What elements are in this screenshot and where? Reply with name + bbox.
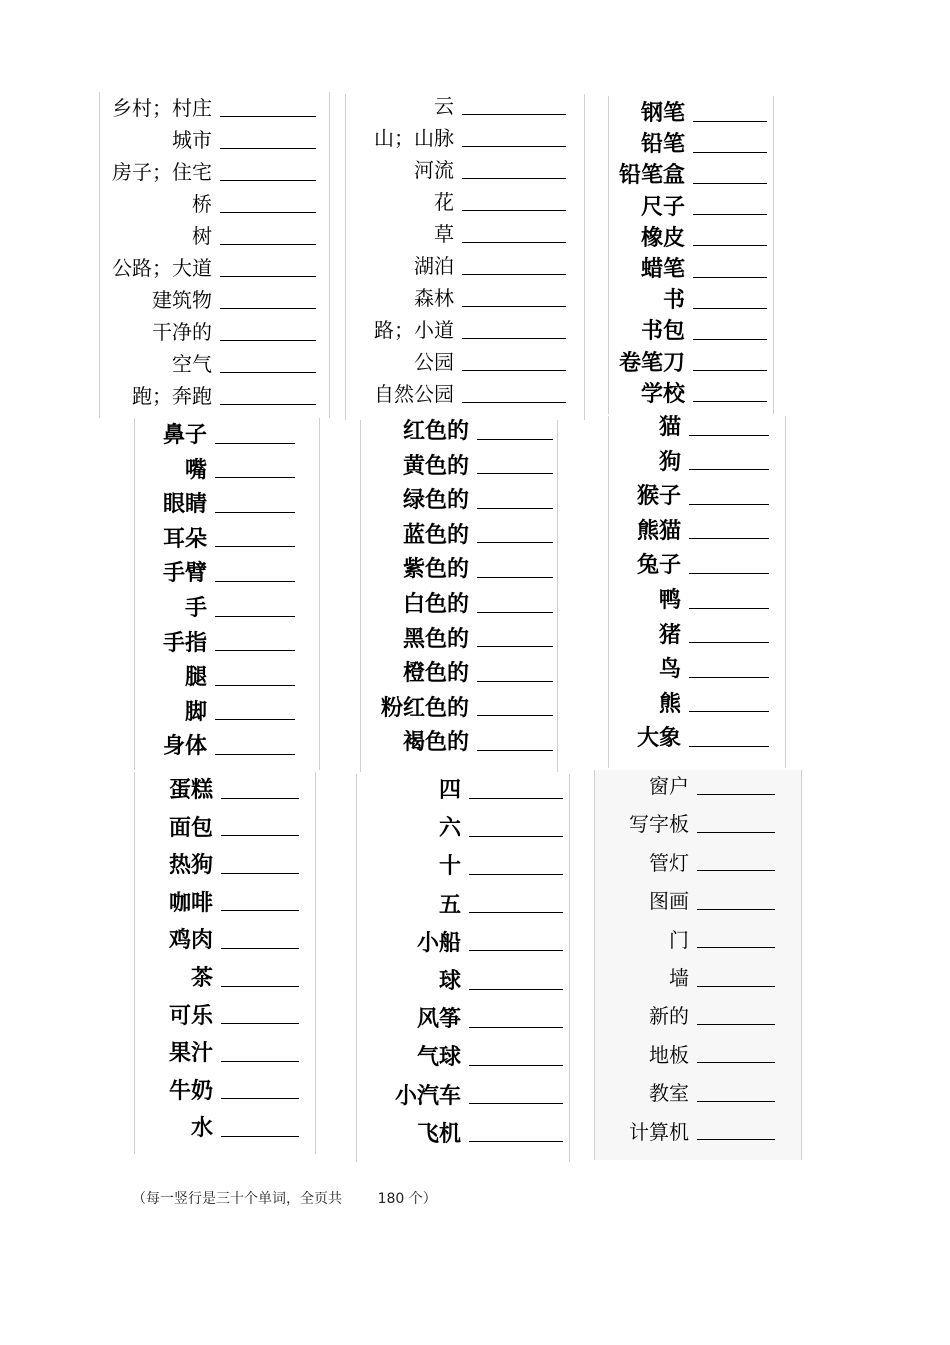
word-label: 蛋糕 <box>168 777 213 803</box>
word-row <box>595 886 801 916</box>
answer-blank[interactable] <box>697 931 775 948</box>
word-row <box>609 412 785 442</box>
word-row <box>609 316 773 346</box>
answer-blank[interactable] <box>697 1085 775 1102</box>
word-row <box>609 550 785 580</box>
word-row <box>609 98 773 128</box>
word-row <box>135 628 319 658</box>
word-label: 兔子 <box>636 552 681 579</box>
answer-blank[interactable] <box>220 100 316 117</box>
answer-blank[interactable] <box>693 198 767 215</box>
word-row <box>100 317 329 347</box>
answer-blank[interactable] <box>462 98 566 115</box>
word-label: 河流 <box>414 158 454 182</box>
answer-blank[interactable] <box>221 894 299 911</box>
word-label: 云 <box>434 94 454 118</box>
word-label: 新的 <box>649 1004 689 1029</box>
answer-blank[interactable] <box>477 699 553 716</box>
word-label: 手臂 <box>162 560 207 587</box>
word-row <box>135 731 319 761</box>
word-label: 鼻子 <box>162 422 207 448</box>
answer-blank[interactable] <box>220 196 316 213</box>
word-label: 咖啡 <box>168 889 213 916</box>
word-label: 手 <box>184 595 207 621</box>
word-row <box>346 283 584 313</box>
word-row <box>346 379 584 409</box>
word-row <box>595 809 801 839</box>
word-label: 耳朵 <box>162 525 207 552</box>
word-row <box>361 554 557 584</box>
word-row <box>595 1001 801 1031</box>
word-label: 十 <box>438 853 461 880</box>
answer-blank[interactable] <box>215 600 295 617</box>
word-row <box>135 850 315 880</box>
word-label: 书 <box>662 287 685 314</box>
word-label: 蓝色的 <box>402 521 469 548</box>
word-label: 蜡笔 <box>640 256 685 282</box>
word-row <box>361 485 557 515</box>
word-label: 建筑物 <box>152 288 212 312</box>
answer-blank[interactable] <box>215 461 295 478</box>
word-label: 猴子 <box>636 483 681 510</box>
word-label: 飞机 <box>416 1120 461 1147</box>
answer-blank[interactable] <box>215 669 295 686</box>
word-row <box>135 489 319 519</box>
answer-blank[interactable] <box>215 496 295 513</box>
word-label: 窗户 <box>649 774 689 798</box>
word-label: 干净的 <box>152 320 212 344</box>
word-panel <box>594 770 802 1160</box>
word-label: 写字板 <box>629 812 689 837</box>
word-label: 地板 <box>649 1042 689 1067</box>
answer-blank[interactable] <box>469 1049 563 1066</box>
answer-blank[interactable] <box>220 388 316 405</box>
word-label: 茶 <box>190 965 213 991</box>
answer-blank[interactable] <box>469 934 563 951</box>
word-label: 桥 <box>192 192 212 216</box>
word-row <box>609 129 773 159</box>
word-row <box>357 928 569 958</box>
answer-blank[interactable] <box>469 858 563 875</box>
answer-blank[interactable] <box>462 194 566 211</box>
word-label: 狗 <box>658 448 681 475</box>
word-row <box>609 585 785 615</box>
answer-blank[interactable] <box>221 932 299 949</box>
word-row <box>135 888 315 918</box>
answer-blank[interactable] <box>220 260 316 277</box>
answer-blank[interactable] <box>462 290 566 307</box>
answer-blank[interactable] <box>697 893 775 910</box>
answer-blank[interactable] <box>689 730 769 747</box>
word-label: 湖泊 <box>414 254 454 278</box>
answer-blank[interactable] <box>693 385 767 402</box>
word-label: 气球 <box>416 1044 461 1071</box>
answer-blank[interactable] <box>477 596 553 613</box>
word-label: 公园 <box>414 350 454 374</box>
footer-count: 180 个） <box>377 1191 437 1207</box>
word-label: 鸡肉 <box>168 927 213 954</box>
word-label: 风筝 <box>416 1006 461 1033</box>
answer-blank[interactable] <box>689 592 769 609</box>
word-label: 小汽车 <box>394 1082 461 1109</box>
answer-blank[interactable] <box>462 130 566 147</box>
word-row <box>609 723 785 753</box>
answer-blank[interactable] <box>477 630 553 647</box>
answer-blank[interactable] <box>689 522 769 539</box>
word-row <box>346 347 584 377</box>
word-row <box>595 848 801 878</box>
answer-blank[interactable] <box>697 1008 775 1025</box>
answer-blank[interactable] <box>697 778 775 795</box>
word-label: 橙色的 <box>402 660 469 687</box>
answer-blank[interactable] <box>462 162 566 179</box>
word-row <box>357 1042 569 1072</box>
answer-blank[interactable] <box>469 1125 563 1142</box>
word-panel <box>134 772 316 1154</box>
word-row <box>609 447 785 477</box>
word-label: 房子；住宅 <box>112 160 212 184</box>
word-row <box>135 775 315 805</box>
answer-blank[interactable] <box>215 530 295 547</box>
word-label: 五 <box>438 891 461 918</box>
word-row <box>135 420 319 450</box>
word-label: 紫色的 <box>402 556 469 583</box>
word-label: 脚 <box>184 698 207 725</box>
answer-blank[interactable] <box>221 1045 299 1062</box>
word-row <box>346 187 584 217</box>
answer-blank[interactable] <box>477 492 553 509</box>
word-label: 猪 <box>658 621 681 648</box>
word-label: 身体 <box>162 733 207 760</box>
word-label: 城市 <box>172 128 212 152</box>
answer-blank[interactable] <box>469 973 563 990</box>
answer-blank[interactable] <box>220 164 316 181</box>
answer-blank[interactable] <box>221 1007 299 1024</box>
word-row <box>135 813 315 843</box>
word-row <box>100 381 329 411</box>
answer-blank[interactable] <box>221 857 299 874</box>
answer-blank[interactable] <box>689 661 769 678</box>
word-row <box>595 963 801 993</box>
word-row <box>609 620 785 650</box>
word-row <box>135 963 315 993</box>
word-row <box>135 1038 315 1068</box>
answer-blank[interactable] <box>693 229 767 246</box>
word-label: 眼睛 <box>162 491 207 518</box>
word-label: 大象 <box>636 725 681 752</box>
word-label: 褐色的 <box>402 729 469 756</box>
word-row <box>609 654 785 684</box>
answer-blank[interactable] <box>689 453 769 470</box>
answer-blank[interactable] <box>221 782 299 799</box>
word-row <box>346 251 584 281</box>
word-label: 空气 <box>172 352 212 376</box>
word-label: 腿 <box>184 664 207 691</box>
answer-blank[interactable] <box>697 970 775 987</box>
answer-blank[interactable] <box>221 970 299 987</box>
word-row <box>135 925 315 955</box>
word-panel <box>134 418 320 770</box>
word-panel <box>608 416 786 768</box>
word-label: 面包 <box>168 814 213 841</box>
word-label: 路；小道 <box>374 318 454 342</box>
word-row <box>361 658 557 688</box>
answer-blank[interactable] <box>215 427 295 444</box>
word-row <box>361 520 557 550</box>
word-label: 铅笔盒 <box>618 162 685 189</box>
word-row <box>595 1078 801 1108</box>
word-panel <box>356 774 570 1162</box>
word-label: 猫 <box>658 414 681 440</box>
word-row <box>135 697 319 727</box>
word-label: 鸭 <box>658 587 681 613</box>
word-row <box>357 775 569 805</box>
word-label: 教室 <box>649 1081 689 1106</box>
answer-blank[interactable] <box>697 854 775 871</box>
word-row <box>100 349 329 379</box>
answer-blank[interactable] <box>220 292 316 309</box>
answer-blank[interactable] <box>221 1082 299 1099</box>
word-row <box>361 693 557 723</box>
word-label: 书包 <box>640 318 685 345</box>
answer-blank[interactable] <box>221 1120 299 1137</box>
word-label: 可乐 <box>168 1002 213 1029</box>
answer-blank[interactable] <box>215 703 295 720</box>
word-label: 钢笔 <box>640 100 685 126</box>
word-label: 红色的 <box>402 418 469 444</box>
answer-blank[interactable] <box>693 261 767 278</box>
answer-blank[interactable] <box>693 167 767 184</box>
answer-blank[interactable] <box>477 423 553 440</box>
word-row <box>100 221 329 251</box>
word-row <box>346 123 584 153</box>
word-label: 学校 <box>640 380 685 407</box>
answer-blank[interactable] <box>697 1123 775 1140</box>
word-label: 果汁 <box>168 1040 213 1067</box>
answer-blank[interactable] <box>215 634 295 651</box>
word-row <box>609 254 773 284</box>
word-label: 卷笔刀 <box>618 349 685 376</box>
word-label: 橡皮 <box>640 224 685 251</box>
word-row <box>357 1004 569 1034</box>
word-row <box>361 451 557 481</box>
word-label: 四 <box>438 777 461 803</box>
answer-blank[interactable] <box>689 557 769 574</box>
word-row <box>135 662 319 692</box>
word-row <box>609 379 773 409</box>
word-row <box>609 192 773 222</box>
word-row <box>135 524 319 554</box>
word-label: 尺子 <box>640 193 685 220</box>
word-row <box>609 348 773 378</box>
word-label: 小船 <box>416 929 461 956</box>
word-row <box>609 481 785 511</box>
word-row <box>361 589 557 619</box>
word-row <box>100 189 329 219</box>
word-row <box>595 1040 801 1070</box>
answer-blank[interactable] <box>689 695 769 712</box>
word-label: 绿色的 <box>402 487 469 514</box>
answer-blank[interactable] <box>693 354 767 371</box>
answer-blank[interactable] <box>462 226 566 243</box>
answer-blank[interactable] <box>220 228 316 245</box>
word-row <box>135 1113 315 1143</box>
word-row <box>100 157 329 187</box>
footer-note-text: （每一竖行是三十个单词，全页共 <box>132 1191 342 1207</box>
word-panel <box>99 92 330 418</box>
answer-blank[interactable] <box>477 526 553 543</box>
answer-blank[interactable] <box>220 324 316 341</box>
word-label: 球 <box>438 968 461 994</box>
answer-blank[interactable] <box>462 354 566 371</box>
answer-blank[interactable] <box>689 419 769 436</box>
answer-blank[interactable] <box>693 105 767 122</box>
answer-blank[interactable] <box>220 132 316 149</box>
word-label: 嘴 <box>184 456 207 483</box>
answer-blank[interactable] <box>693 292 767 309</box>
answer-blank[interactable] <box>477 457 553 474</box>
word-label: 手指 <box>162 629 207 656</box>
word-row <box>100 285 329 315</box>
word-label: 门 <box>669 927 689 952</box>
word-label: 跑；奔跑 <box>132 384 212 408</box>
word-label: 六 <box>438 815 461 842</box>
answer-blank[interactable] <box>469 896 563 913</box>
word-row <box>100 253 329 283</box>
answer-blank[interactable] <box>462 386 566 403</box>
word-label: 自然公园 <box>374 382 454 406</box>
footer-note <box>132 1188 437 1208</box>
word-row <box>357 813 569 843</box>
answer-blank[interactable] <box>697 1046 775 1063</box>
word-label: 乡村；村庄 <box>112 96 212 120</box>
word-row <box>135 558 319 588</box>
word-row <box>609 285 773 315</box>
word-panel <box>608 96 774 414</box>
word-row <box>135 1076 315 1106</box>
word-label: 黄色的 <box>402 452 469 479</box>
word-row <box>135 1001 315 1031</box>
word-row <box>100 125 329 155</box>
word-panel <box>345 94 585 420</box>
word-label: 草 <box>434 222 454 246</box>
answer-blank[interactable] <box>221 819 299 836</box>
word-row <box>609 689 785 719</box>
answer-blank[interactable] <box>477 734 553 751</box>
word-label: 山；山脉 <box>374 126 454 150</box>
answer-blank[interactable] <box>693 136 767 153</box>
word-label: 花 <box>434 190 454 214</box>
word-label: 熊猫 <box>636 517 681 544</box>
answer-blank[interactable] <box>689 626 769 643</box>
answer-blank[interactable] <box>689 488 769 505</box>
word-row <box>609 160 773 190</box>
answer-blank[interactable] <box>469 1011 563 1028</box>
word-row <box>361 624 557 654</box>
answer-blank[interactable] <box>462 322 566 339</box>
answer-blank[interactable] <box>477 561 553 578</box>
word-row <box>609 223 773 253</box>
answer-blank[interactable] <box>477 665 553 682</box>
answer-blank[interactable] <box>215 565 295 582</box>
word-label: 铅笔 <box>640 131 685 158</box>
word-row <box>346 315 584 345</box>
word-label: 计算机 <box>629 1119 689 1144</box>
answer-blank[interactable] <box>469 1087 563 1104</box>
word-row <box>595 771 801 801</box>
answer-blank[interactable] <box>693 323 767 340</box>
word-row <box>357 890 569 920</box>
word-label: 牛奶 <box>168 1077 213 1104</box>
word-label: 白色的 <box>402 591 469 617</box>
word-row <box>346 91 584 121</box>
answer-blank[interactable] <box>220 356 316 373</box>
word-label: 森林 <box>414 286 454 310</box>
word-row <box>100 93 329 123</box>
word-row <box>346 155 584 185</box>
word-label: 鸟 <box>658 656 681 683</box>
word-label: 公路；大道 <box>112 256 212 280</box>
word-row <box>357 851 569 881</box>
answer-blank[interactable] <box>697 816 775 833</box>
word-row <box>357 966 569 996</box>
word-row <box>595 925 801 955</box>
word-row <box>357 1119 569 1149</box>
word-label: 树 <box>192 224 212 248</box>
answer-blank[interactable] <box>215 738 295 755</box>
word-row <box>135 455 319 485</box>
word-row <box>346 219 584 249</box>
word-row <box>595 1117 801 1147</box>
word-label: 水 <box>190 1115 213 1142</box>
word-label: 图画 <box>649 889 689 914</box>
word-row <box>361 416 557 446</box>
word-label: 熊 <box>658 690 681 717</box>
word-row <box>609 516 785 546</box>
word-row <box>357 1081 569 1111</box>
word-label: 管灯 <box>649 850 689 875</box>
word-label: 粉红色的 <box>380 694 469 721</box>
word-row <box>135 593 319 623</box>
word-panel <box>360 420 558 772</box>
answer-blank[interactable] <box>462 258 566 275</box>
word-label: 热狗 <box>168 852 213 879</box>
word-row <box>361 727 557 757</box>
word-label: 墙 <box>669 966 689 990</box>
answer-blank[interactable] <box>469 782 563 799</box>
word-label: 黑色的 <box>402 625 469 652</box>
answer-blank[interactable] <box>469 820 563 837</box>
